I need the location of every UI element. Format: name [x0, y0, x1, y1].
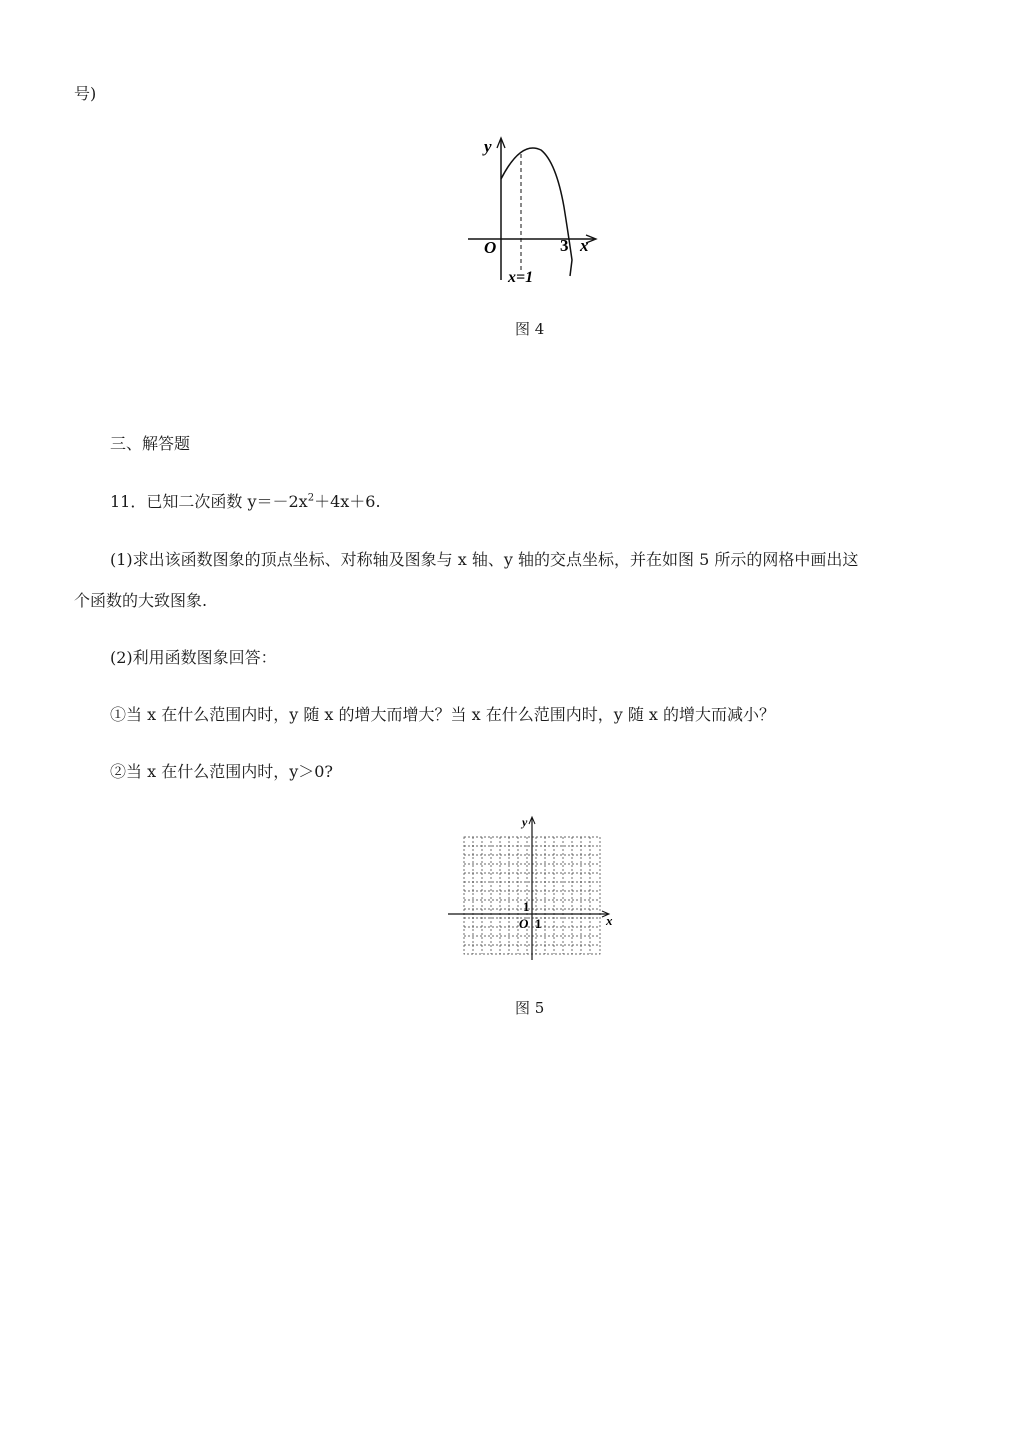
part-1-line-1: (1)求出该函数图象的顶点坐标、对称轴及图象与 x 轴、y 轴的交点坐标，并在如图 5 所示的网格中画出这: [110, 550, 859, 569]
section-title: 三、解答题: [110, 434, 191, 453]
figure-4-caption: 图 4: [515, 320, 545, 338]
problem-stem-post: ＋4x＋6.: [314, 492, 381, 511]
grid-x-unit-label: 1: [535, 916, 542, 931]
origin-label: O: [484, 238, 497, 257]
figure-5-grid: [444, 814, 624, 964]
figure-5-caption: 图 5: [515, 999, 545, 1017]
part-2-heading: (2)利用函数图象回答：: [110, 648, 277, 667]
grid-origin-label: O: [519, 916, 529, 931]
question-1: ①当 x 在什么范围内时，y 随 x 的增大而增大？当 x 在什么范围内时，y 随 x 的增大而减小？: [110, 705, 776, 724]
y-axis-label: y: [484, 137, 492, 156]
x-axis-label: x: [580, 236, 589, 255]
grid-x-label: x: [606, 913, 613, 928]
continued-text-fragment: 号): [74, 84, 97, 103]
question-2: ②当 x 在什么范围内时，y＞0?: [110, 762, 333, 781]
figure-4-graph: [460, 132, 620, 292]
grid-y-unit-label: 1: [523, 899, 530, 914]
problem-stem-pre: 已知二次函数 y＝－2x: [146, 492, 308, 511]
problem-number: 11．: [110, 492, 147, 511]
parabola-curve: [501, 148, 572, 276]
root-label: 3: [560, 236, 569, 255]
grid-y-label: y: [522, 815, 528, 829]
problem-11-stem: [110, 492, 381, 512]
symmetry-axis-label: x=1: [508, 269, 534, 286]
part-1-line-2: 个函数的大致图象.: [74, 591, 208, 610]
problem-stem-exponent: 2: [307, 492, 315, 504]
